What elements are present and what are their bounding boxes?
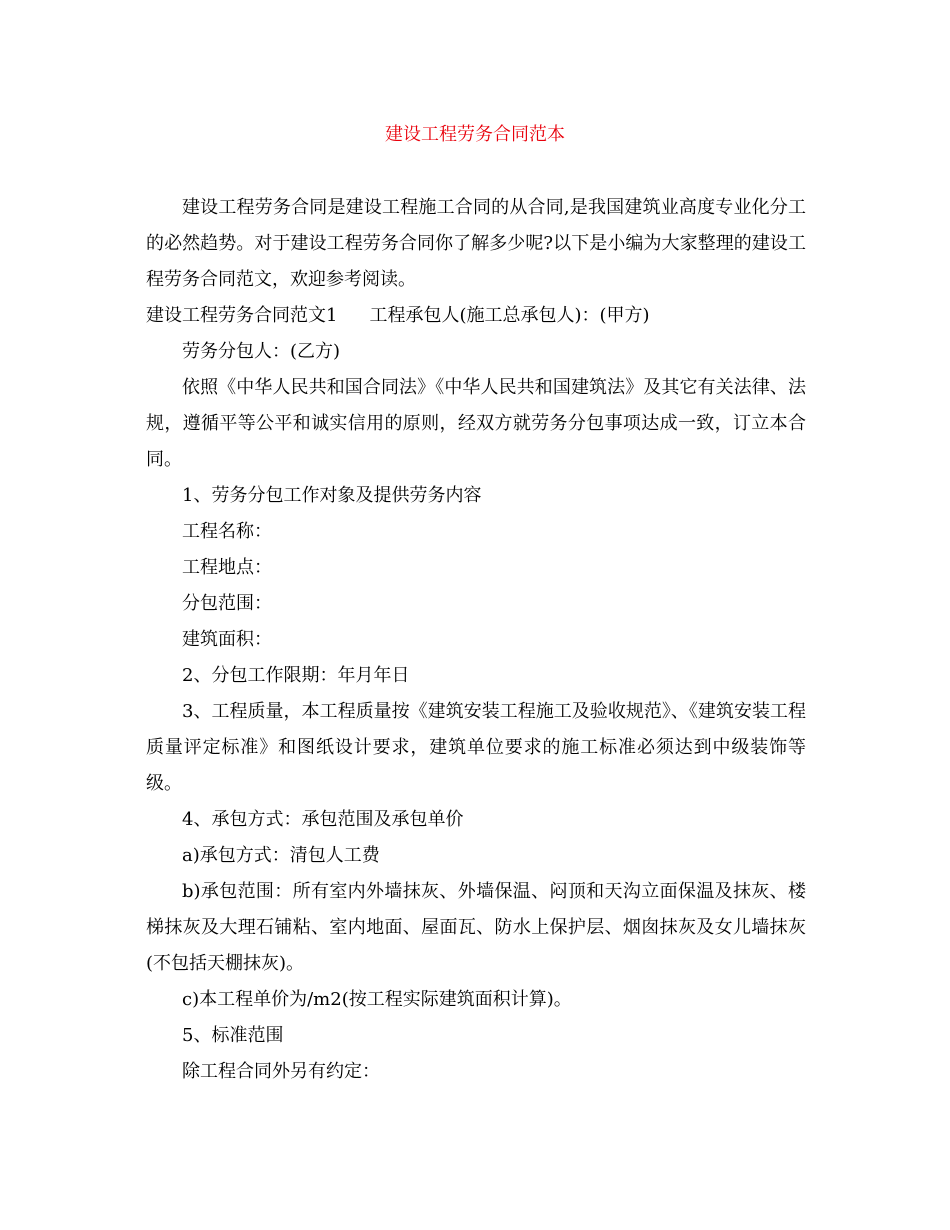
- clause-4c: c)本工程单价为/m2(按工程实际建筑面积计算)。: [182, 989, 572, 1010]
- clause-5-text: 除工程合同外另有约定：: [182, 1061, 380, 1082]
- project-name-field: 工程名称：: [182, 521, 272, 542]
- document-title: 建设工程劳务合同范本: [385, 124, 565, 145]
- building-area-field: 建筑面积：: [182, 629, 272, 650]
- intro-paragraph: 建设工程劳务合同是建设工程施工合同的从合同,是我国建筑业高度专业化分工的必然趋势。对于建设工程劳务合同你了解多少呢?以下是小编为大家整理的建设工程劳务合同范文，欢迎参考阅读。: [146, 197, 806, 290]
- party-b-label: 劳务分包人：(乙方): [182, 341, 341, 362]
- clause-2: 2、分包工作限期：年月年日: [182, 665, 410, 686]
- clause-3: 3、工程质量，本工程质量按《建筑安装工程施工及验收规范》、《建筑安装工程质量评定标准》和图纸设计要求，建筑单位要求的施工标准必须达到中级装饰等级。: [146, 701, 806, 794]
- clause-4a: a)承包方式：清包人工费: [182, 845, 380, 866]
- clause-4-heading: 4、承包方式：承包范围及承包单价: [182, 809, 464, 830]
- party-a-label: 工程承包人(施工总承包人)：(甲方): [369, 305, 650, 326]
- subcontract-scope-field: 分包范围：: [182, 593, 272, 614]
- preamble-paragraph: 依照《中华人民共和国合同法》《中华人民共和国建筑法》及其它有关法律、法规，遵循平等公平和诚实信用的原则，经双方就劳务分包事项达成一致，订立本合同。: [146, 377, 806, 470]
- sample-heading: 建设工程劳务合同范文1: [146, 305, 338, 326]
- project-location-field: 工程地点：: [182, 557, 272, 578]
- clause-5-heading: 5、标准范围: [182, 1025, 284, 1046]
- clause-4b: b)承包范围：所有室内外墙抹灰、外墙保温、闷顶和天沟立面保温及抹灰、楼梯抹灰及大理石铺粘、室内地面、屋面瓦、防水上保护层、烟囱抹灰及女儿墙抹灰(不包括天棚抹灰)。: [146, 881, 806, 974]
- document-body: [146, 190, 806, 1090]
- clause-1-heading: 1、劳务分包工作对象及提供劳务内容: [182, 485, 482, 506]
- sample-heading-line: [146, 298, 806, 334]
